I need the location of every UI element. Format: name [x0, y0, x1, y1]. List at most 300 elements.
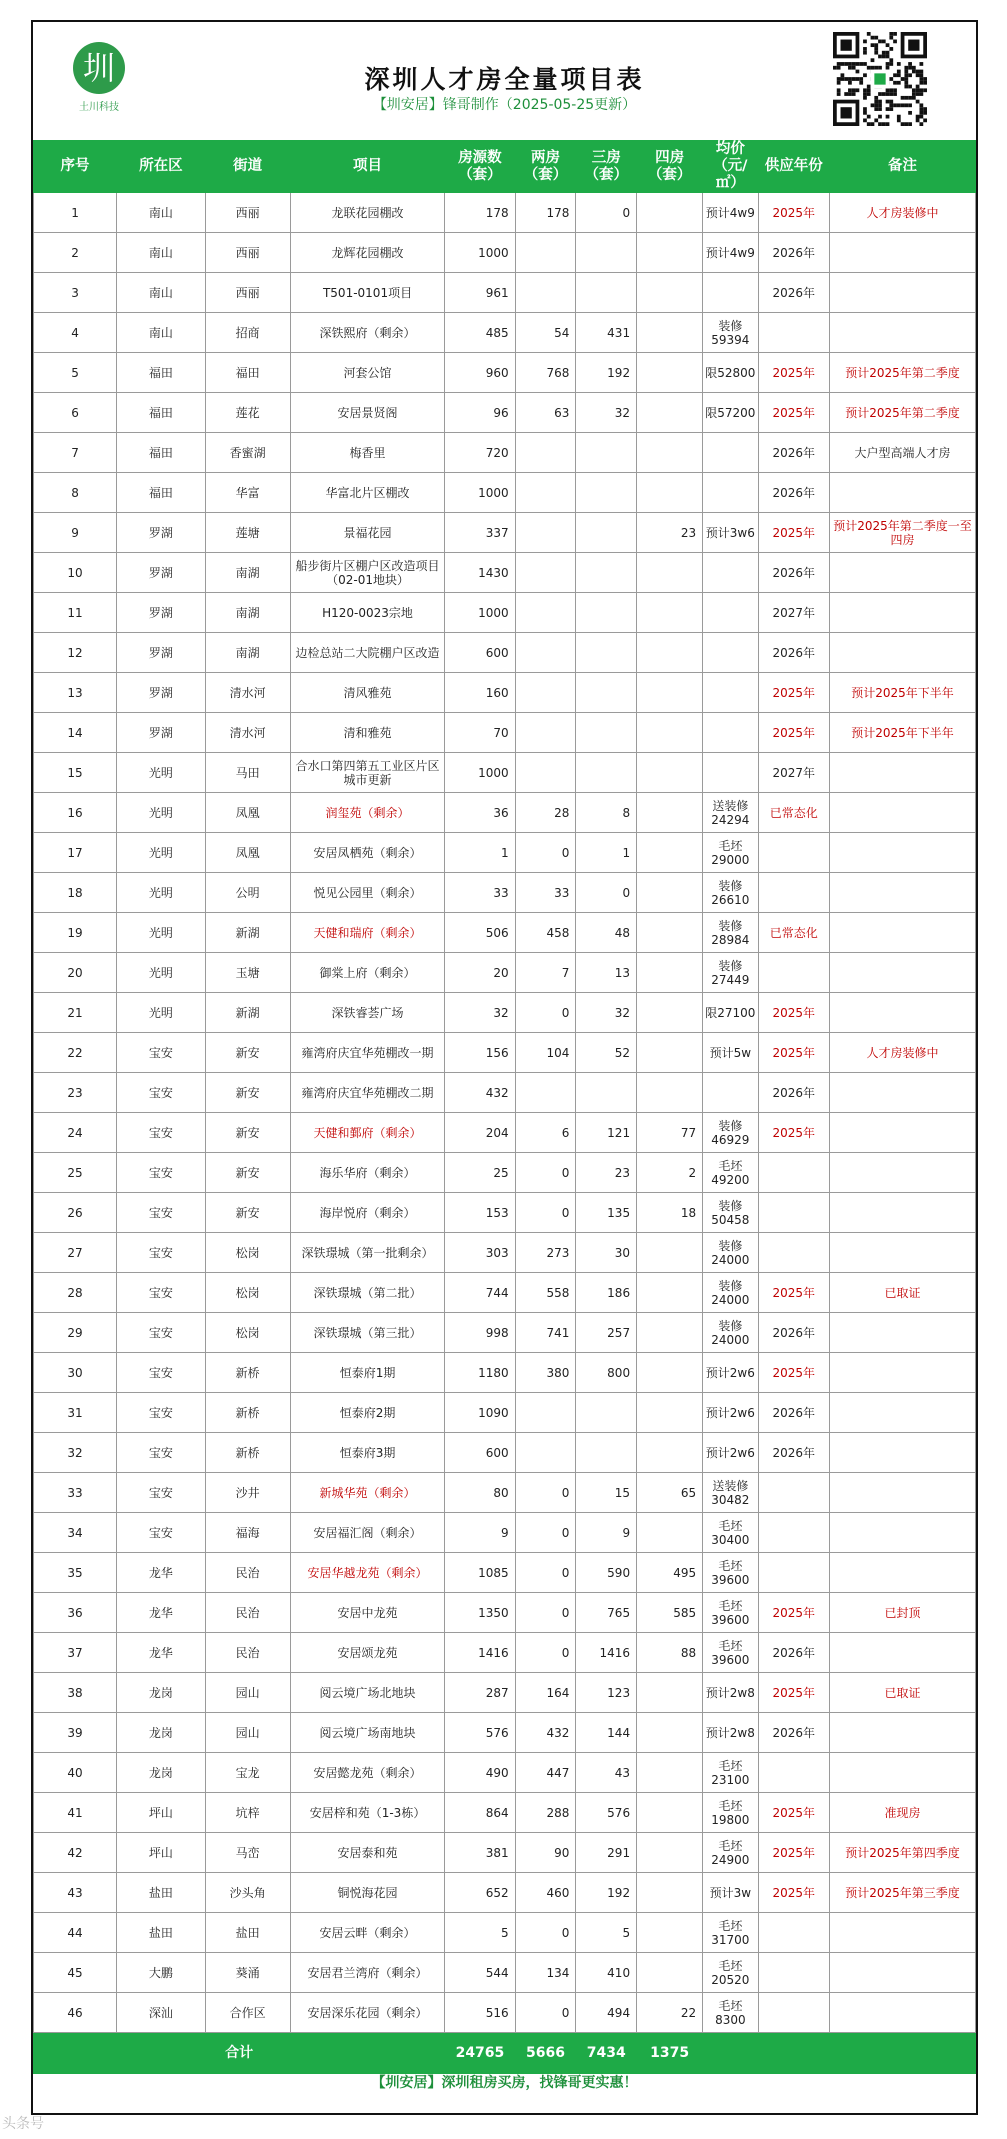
table-cell: 新安 [205, 1153, 290, 1193]
table-cell [829, 1313, 975, 1353]
table-cell: 17 [34, 833, 117, 873]
table-cell [637, 433, 703, 473]
table-cell: 2026年 [758, 1393, 829, 1433]
table-cell: 限52800 [703, 353, 758, 393]
table-cell [515, 273, 576, 313]
table-cell: 准现房 [829, 1793, 975, 1833]
table-cell: 46 [34, 1993, 117, 2033]
table-cell: 490 [445, 1753, 515, 1793]
table-cell: 已取证 [829, 1673, 975, 1713]
table-row [34, 1113, 976, 1153]
table-cell: 新湖 [205, 913, 290, 953]
table-cell: 已常态化 [758, 913, 829, 953]
table-cell: 坑梓 [205, 1793, 290, 1833]
table-cell [576, 273, 637, 313]
table-cell: 毛坯19800 [703, 1793, 758, 1833]
table-cell: 37 [34, 1633, 117, 1673]
table-cell: 45 [34, 1953, 117, 1993]
table-cell: 431 [576, 313, 637, 353]
table-cell: 预计2025年第二季度 [829, 393, 975, 433]
table-cell: 7 [515, 953, 576, 993]
table-cell: 预计2025年第二季度一至四房 [829, 513, 975, 553]
table-cell: 544 [445, 1953, 515, 1993]
table-cell: 南山 [117, 233, 205, 273]
table-cell: 485 [445, 313, 515, 353]
column-header: 备注 [829, 141, 975, 193]
table-cell: 安居颂龙苑 [290, 1633, 445, 1673]
table-cell [637, 353, 703, 393]
table-cell: 预计5w [703, 1033, 758, 1073]
table-cell: 毛坯39600 [703, 1633, 758, 1673]
table-cell: 龙联花园棚改 [290, 193, 445, 233]
table-cell: 已取证 [829, 1273, 975, 1313]
table-cell: 合水口第四第五工业区片区城市更新 [290, 753, 445, 793]
table-cell [758, 953, 829, 993]
table-cell: 23 [34, 1073, 117, 1113]
table-cell: 104 [515, 1033, 576, 1073]
table-cell: 宝安 [117, 1473, 205, 1513]
table-cell: 31 [34, 1393, 117, 1433]
table-cell: 1 [34, 193, 117, 233]
table-cell: 96 [445, 393, 515, 433]
table-cell: 光明 [117, 953, 205, 993]
table-cell [758, 1913, 829, 1953]
table-cell [829, 873, 975, 913]
table-cell: 光明 [117, 833, 205, 873]
table-cell [637, 1313, 703, 1353]
table-cell: 润玺苑（剩余） [290, 793, 445, 833]
table-cell: 2025年 [758, 1353, 829, 1393]
table-cell: 装修24000 [703, 1313, 758, 1353]
table-row [34, 233, 976, 273]
table-cell: 2026年 [758, 1313, 829, 1353]
table-cell: 宝安 [117, 1393, 205, 1433]
table-cell: 192 [576, 1873, 637, 1913]
table-cell [829, 1393, 975, 1433]
table-cell [637, 1673, 703, 1713]
table-cell: 4 [34, 313, 117, 353]
table-cell: 松岗 [205, 1313, 290, 1353]
table-row [34, 1353, 976, 1393]
table-cell: 预计2w6 [703, 1393, 758, 1433]
table-cell [576, 233, 637, 273]
column-header: 房源数（套） [445, 141, 515, 193]
table-row [34, 353, 976, 393]
table-cell [637, 1353, 703, 1393]
table-header [34, 141, 976, 193]
table-cell: 景福花园 [290, 513, 445, 553]
table-cell: 预计3w6 [703, 513, 758, 553]
column-header: 项目 [290, 141, 445, 193]
table-cell [758, 1153, 829, 1193]
table-row [34, 673, 976, 713]
table-cell [829, 793, 975, 833]
table-cell: 安居景贤阁 [290, 393, 445, 433]
table-cell [576, 753, 637, 793]
table-cell: 24 [34, 1113, 117, 1153]
table-cell [576, 1433, 637, 1473]
table-cell: 35 [34, 1553, 117, 1593]
table-cell [829, 1993, 975, 2033]
table-cell: 0 [515, 833, 576, 873]
table-cell: 600 [445, 633, 515, 673]
table-cell: 园山 [205, 1673, 290, 1713]
table-cell: 42 [34, 1833, 117, 1873]
table-cell: 深铁璟城（第三批） [290, 1313, 445, 1353]
table-row [34, 833, 976, 873]
table-cell [576, 473, 637, 513]
table-cell [829, 1193, 975, 1233]
table-cell: 清水河 [205, 673, 290, 713]
table-cell: 21 [34, 993, 117, 1033]
table-cell [515, 753, 576, 793]
table-cell [637, 753, 703, 793]
table-cell: 9 [445, 1513, 515, 1553]
table-cell [637, 713, 703, 753]
table-cell: 宝安 [117, 1033, 205, 1073]
table-cell: 马峦 [205, 1833, 290, 1873]
table-cell: 2025年 [758, 1833, 829, 1873]
table-cell: 2026年 [758, 633, 829, 673]
table-cell [758, 873, 829, 913]
table-cell: 765 [576, 1593, 637, 1633]
table-cell [576, 1073, 637, 1113]
table-cell: 宝安 [117, 1073, 205, 1113]
table-cell: 2026年 [758, 233, 829, 273]
table-row [34, 1553, 976, 1593]
table-cell: 光明 [117, 793, 205, 833]
table-cell: 清风雅苑 [290, 673, 445, 713]
table-cell: 28 [34, 1273, 117, 1313]
table-cell: 玉塘 [205, 953, 290, 993]
table-row [34, 1833, 976, 1873]
document-frame [31, 20, 978, 2115]
table-cell: 龙华 [117, 1593, 205, 1633]
table-cell [637, 833, 703, 873]
table-cell: 156 [445, 1033, 515, 1073]
table-cell: 6 [515, 1113, 576, 1153]
table-row [34, 273, 976, 313]
table-cell [829, 1473, 975, 1513]
table-cell: 安居懿龙苑（剩余） [290, 1753, 445, 1793]
watermark: 头条号 [2, 2116, 44, 2132]
table-cell [829, 1433, 975, 1473]
table-cell: 大鹏 [117, 1953, 205, 1993]
table-cell: 43 [34, 1873, 117, 1913]
table-cell: 2025年 [758, 393, 829, 433]
table-cell: 134 [515, 1953, 576, 1993]
table-cell: 沙井 [205, 1473, 290, 1513]
table-cell: 494 [576, 1993, 637, 2033]
table-cell: 0 [515, 1633, 576, 1673]
table-cell: 人才房装修中 [829, 1033, 975, 1073]
table-cell: 安居泰和苑 [290, 1833, 445, 1873]
table-cell: 装修24000 [703, 1273, 758, 1313]
table-cell: 新湖 [205, 993, 290, 1033]
table-cell: 坪山 [117, 1793, 205, 1833]
table-cell: 2025年 [758, 993, 829, 1033]
table-cell: 安居君兰湾府（剩余） [290, 1953, 445, 1993]
table-cell: 257 [576, 1313, 637, 1353]
table-cell: 88 [637, 1633, 703, 1673]
table-row [34, 1513, 976, 1553]
table-cell [829, 593, 975, 633]
table-row [34, 1673, 976, 1713]
table-cell: 大户型高端人才房 [829, 433, 975, 473]
table-cell [758, 313, 829, 353]
table-cell: 186 [576, 1273, 637, 1313]
table-cell [576, 433, 637, 473]
table-cell: 19 [34, 913, 117, 953]
table-cell: 河套公馆 [290, 353, 445, 393]
table-cell [637, 593, 703, 633]
table-cell: 22 [34, 1033, 117, 1073]
page-title: 深圳人才房全量项目表 [364, 65, 645, 94]
table-cell [829, 1113, 975, 1153]
table-cell: 清和雅苑 [290, 713, 445, 753]
table-cell: 2026年 [758, 473, 829, 513]
table-cell: 装修26610 [703, 873, 758, 913]
table-cell: 深汕 [117, 1993, 205, 2033]
table-cell [637, 233, 703, 273]
table-cell: 5 [576, 1913, 637, 1953]
table-row [34, 753, 976, 793]
table-cell: 1430 [445, 553, 515, 593]
table-cell: 天健和瑞府（剩余） [290, 913, 445, 953]
table-cell: 153 [445, 1193, 515, 1233]
table-cell [829, 1913, 975, 1953]
table-cell: 民治 [205, 1553, 290, 1593]
table-cell: 恒泰府3期 [290, 1433, 445, 1473]
table-cell: 松岗 [205, 1233, 290, 1273]
table-cell [576, 1393, 637, 1433]
table-row [34, 993, 976, 1033]
table-cell: 506 [445, 913, 515, 953]
table-cell [515, 713, 576, 753]
table-cell [758, 1193, 829, 1233]
table-cell: 652 [445, 1873, 515, 1913]
table-cell: 0 [576, 873, 637, 913]
table-cell [829, 473, 975, 513]
table-cell: 安居华越龙苑（剩余） [290, 1553, 445, 1593]
table-cell: 432 [515, 1713, 576, 1753]
table-cell: 2025年 [758, 1673, 829, 1713]
table-cell: 1350 [445, 1593, 515, 1633]
table-cell: 凤凰 [205, 833, 290, 873]
table-cell: 天健和鄞府（剩余） [290, 1113, 445, 1153]
table-row [34, 1473, 976, 1513]
table-cell [637, 1233, 703, 1273]
table-cell: 961 [445, 273, 515, 313]
table-cell: 2025年 [758, 353, 829, 393]
table-cell [703, 633, 758, 673]
table-cell: 16 [34, 793, 117, 833]
table-cell: 590 [576, 1553, 637, 1593]
table-cell [515, 473, 576, 513]
table-cell [576, 713, 637, 753]
table-cell: 罗湖 [117, 713, 205, 753]
table-cell: 460 [515, 1873, 576, 1913]
table-row [34, 633, 976, 673]
table-cell: 54 [515, 313, 576, 353]
table-cell: 1416 [445, 1633, 515, 1673]
table-cell: 香蜜湖 [205, 433, 290, 473]
table-cell: 阅云境广场南地块 [290, 1713, 445, 1753]
table-cell [637, 993, 703, 1033]
table-cell: 447 [515, 1753, 576, 1793]
page-subtitle: 【圳安居】锋哥制作（2025-05-25更新） [372, 97, 637, 113]
table-cell: 2026年 [758, 1073, 829, 1113]
table-cell [515, 673, 576, 713]
table-cell: 限57200 [703, 393, 758, 433]
table-cell: 33 [515, 873, 576, 913]
table-cell: 1085 [445, 1553, 515, 1593]
table-cell: 清水河 [205, 713, 290, 753]
table-cell: 39 [34, 1713, 117, 1753]
table-cell: 新安 [205, 1113, 290, 1153]
table-cell: 63 [515, 393, 576, 433]
table-cell: 1416 [576, 1633, 637, 1673]
table-cell [829, 233, 975, 273]
table-cell: 2025年 [758, 1273, 829, 1313]
table-cell: 新桥 [205, 1353, 290, 1393]
table-cell: 80 [445, 1473, 515, 1513]
table-cell: 65 [637, 1473, 703, 1513]
table-cell: 园山 [205, 1713, 290, 1753]
table-cell: 福田 [117, 473, 205, 513]
table-cell [637, 913, 703, 953]
table-cell [829, 1073, 975, 1113]
table-cell: 新桥 [205, 1393, 290, 1433]
table-cell [515, 1433, 576, 1473]
table-cell: 新城华苑（剩余） [290, 1473, 445, 1513]
table-cell [637, 673, 703, 713]
table-cell: 安居深乐花园（剩余） [290, 1993, 445, 2033]
total-three-room: 7434 [576, 2033, 637, 2074]
table-row [34, 1873, 976, 1913]
table-cell: 装修59394 [703, 313, 758, 353]
table-cell: 22 [637, 1993, 703, 2033]
table-cell: 70 [445, 713, 515, 753]
table-row [34, 1273, 976, 1313]
table-cell: 144 [576, 1713, 637, 1753]
table-cell: 1090 [445, 1393, 515, 1433]
table-row [34, 1313, 976, 1353]
table-cell [637, 1273, 703, 1313]
table-cell: 雍湾府庆宜华苑棚改一期 [290, 1033, 445, 1073]
table-cell: 福田 [117, 433, 205, 473]
table-cell: 南湖 [205, 633, 290, 673]
table-cell: 160 [445, 673, 515, 713]
table-cell: 龙华 [117, 1553, 205, 1593]
table-cell [829, 273, 975, 313]
table-cell: 毛坯23100 [703, 1753, 758, 1793]
table-cell: 新桥 [205, 1433, 290, 1473]
column-header: 均价（元/㎡） [703, 141, 758, 193]
table-cell: 32 [576, 993, 637, 1033]
table-cell: 1000 [445, 233, 515, 273]
table-cell: 25 [34, 1153, 117, 1193]
table-cell: 2027年 [758, 593, 829, 633]
table-row [34, 873, 976, 913]
table-cell: 2026年 [758, 553, 829, 593]
table-cell: 预计2025年第二季度 [829, 353, 975, 393]
table-cell: 32 [576, 393, 637, 433]
column-header: 四房（套） [637, 141, 703, 193]
table-cell [829, 993, 975, 1033]
table-cell: 26 [34, 1193, 117, 1233]
table-cell: 9 [576, 1513, 637, 1553]
table-cell: 毛坯24900 [703, 1833, 758, 1873]
table-cell: 新安 [205, 1033, 290, 1073]
table-cell: H120-0023宗地 [290, 593, 445, 633]
qr-code [833, 32, 927, 126]
table-cell [637, 793, 703, 833]
table-cell: 15 [34, 753, 117, 793]
table-cell [758, 1473, 829, 1513]
table-cell: 381 [445, 1833, 515, 1873]
table-cell: 松岗 [205, 1273, 290, 1313]
table-cell: 20 [34, 953, 117, 993]
column-header: 所在区 [117, 141, 205, 193]
table-cell: 0 [576, 193, 637, 233]
table-cell [758, 1233, 829, 1273]
table-cell: 14 [34, 713, 117, 753]
table-cell [515, 593, 576, 633]
table-cell: 宝安 [117, 1313, 205, 1353]
table-cell [829, 1753, 975, 1793]
table-cell: 303 [445, 1233, 515, 1273]
table-cell: 装修50458 [703, 1193, 758, 1233]
table-cell: 1000 [445, 753, 515, 793]
table-cell [576, 513, 637, 553]
table-cell: 莲花 [205, 393, 290, 433]
table-cell: 西丽 [205, 233, 290, 273]
table-cell: 1180 [445, 1353, 515, 1393]
table-cell: 民治 [205, 1593, 290, 1633]
table-cell: 毛坯49200 [703, 1153, 758, 1193]
table-cell: 2025年 [758, 1873, 829, 1913]
table-row [34, 913, 976, 953]
table-cell: 0 [515, 1513, 576, 1553]
table-cell: 深铁睿荟广场 [290, 993, 445, 1033]
table-cell [637, 1713, 703, 1753]
table-cell: 1000 [445, 593, 515, 633]
column-header: 供应年份 [758, 141, 829, 193]
table-cell [576, 673, 637, 713]
table-cell: 宝安 [117, 1273, 205, 1313]
table-cell: 164 [515, 1673, 576, 1713]
table-cell: 600 [445, 1433, 515, 1473]
table-cell: 深铁璟城（第一批剩余） [290, 1233, 445, 1273]
table-cell: 宝安 [117, 1193, 205, 1233]
table-cell [637, 1433, 703, 1473]
table-cell [515, 433, 576, 473]
table-cell: 27 [34, 1233, 117, 1273]
table-cell: 410 [576, 1953, 637, 1993]
table-cell: 495 [637, 1553, 703, 1593]
table-cell [829, 1233, 975, 1273]
table-cell [829, 1633, 975, 1673]
table-cell [576, 553, 637, 593]
table-cell [758, 1993, 829, 2033]
table-cell: 768 [515, 353, 576, 393]
table-cell: 178 [515, 193, 576, 233]
table-row [34, 593, 976, 633]
table-cell: 南山 [117, 313, 205, 353]
table-cell: 安居凤栖苑（剩余） [290, 833, 445, 873]
table-cell [829, 553, 975, 593]
